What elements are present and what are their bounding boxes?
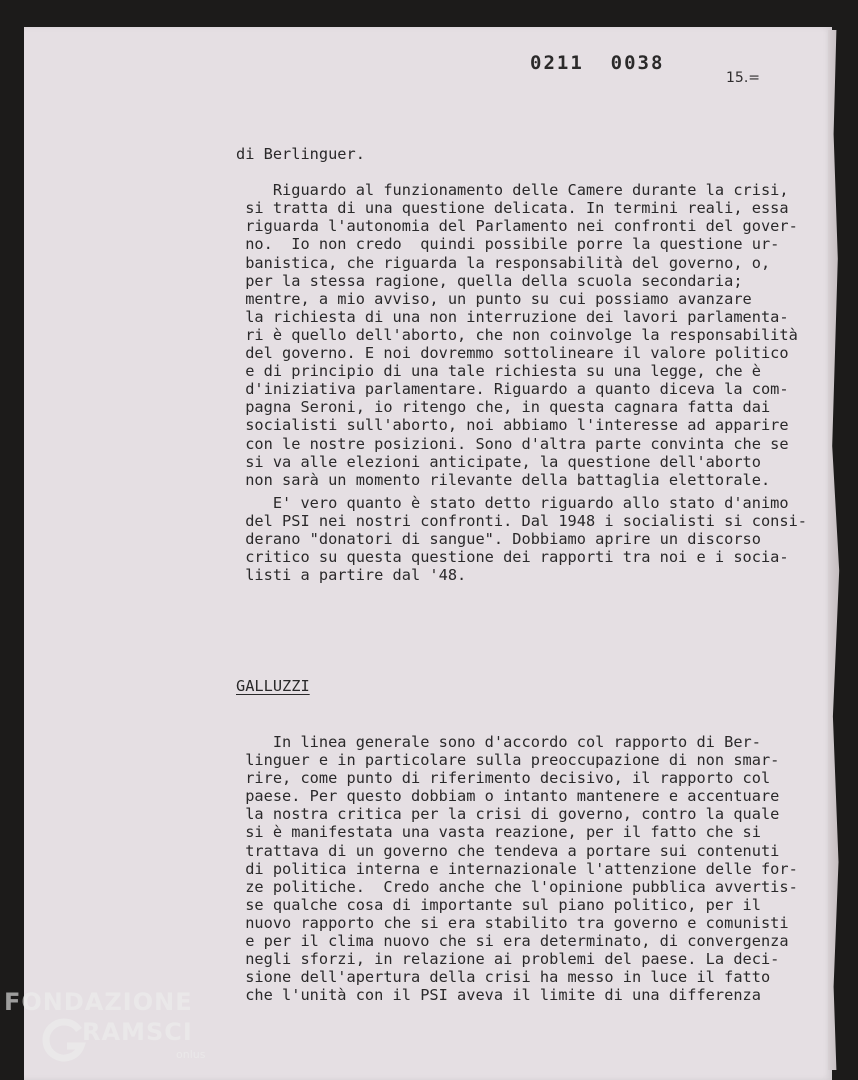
paragraph-2: E' vero quanto è stato detto riguardo allo stato d'animo del PSI nei nostri confronti. Dal 1948 i socialisti si consi- derano "donatori di sangue". Dobbiamo aprire un discorso critico su questa questione dei rapporti tra noi e i socia- listi a partire dal '48. xyxy=(245,494,807,585)
fondazione-gramsci-watermark xyxy=(4,988,218,1074)
paragraph-1: di Berlinguer. Riguardo al funzionamento delle Camere durante la crisi, si tratta di una questione delicata. In termini reali, essa riguarda l'autonomia del Parlamento nei confronti del gover- no. Io non credo quindi possibile porre la questione ur- banistica, che riguarda la responsabilità del governo, o, per la stessa ragione, quella della scuola secondaria; mentre, a mio avviso, un punto su cui possiamo avanzare la richiesta di una non interruzione dei lavori parlamenta- ri è quello dell'aborto, che non coinvolge la responsabilità del governo. E noi dovremmo sottolineare il valore politico e di principio di una tale richiesta su una legge, che è d'iniziativa parlamentare. Riguardo a quanto diceva la com- pagna Seroni, io ritengo che, in questa cagnara fatta dai socialisti sull'aborto, noi abbiamo l'interesse ad apparire con le nostre posizioni. Sono d'altra parte convinta che se si va alle elezioni anticipate, la questione dell'aborto non sarà un momento rilevante della battaglia elettorale. xyxy=(236,145,798,489)
watermark-line-2: RAMSCI xyxy=(82,1018,193,1046)
watermark-onlus: onlus xyxy=(176,1048,206,1061)
archive-document-number: 0211 0038 xyxy=(530,52,665,74)
speaker-heading: GALLUZZI xyxy=(236,677,310,695)
torn-page-edge xyxy=(828,30,842,1070)
page-number: 15.= xyxy=(726,70,760,86)
watermark-line-1: FONDAZIONE xyxy=(4,988,193,1016)
paragraph-3: In linea generale sono d'accordo col rapporto di Ber- linguer e in particolare sulla preoccupazione di non smar- rire, come punto di riferimento decisivo, il rapporto col paese. Per questo dobbiam o intanto mantenere e accentuare la nostra critica per la crisi di governo, contro la quale si è manifestata una vasta reazione, per il fatto che si trattava di un governo che tendeva a portare sui contenuti di politica interna e internazionale l'attenzione delle for- ze politiche. Credo anche che l'opinione pubblica avvertis- se qualche cosa di importante sul piano politico, per il nuovo rapporto che si era stabilito tra governo e comunisti e per il clima nuovo che si era determinato, di convergenza negli sforzi, in relazione ai problemi del paese. La deci- sione dell'apertura della crisi ha messo in luce il fatto che l'unità con il PSI aveva il limite di una differenza xyxy=(245,733,798,1005)
